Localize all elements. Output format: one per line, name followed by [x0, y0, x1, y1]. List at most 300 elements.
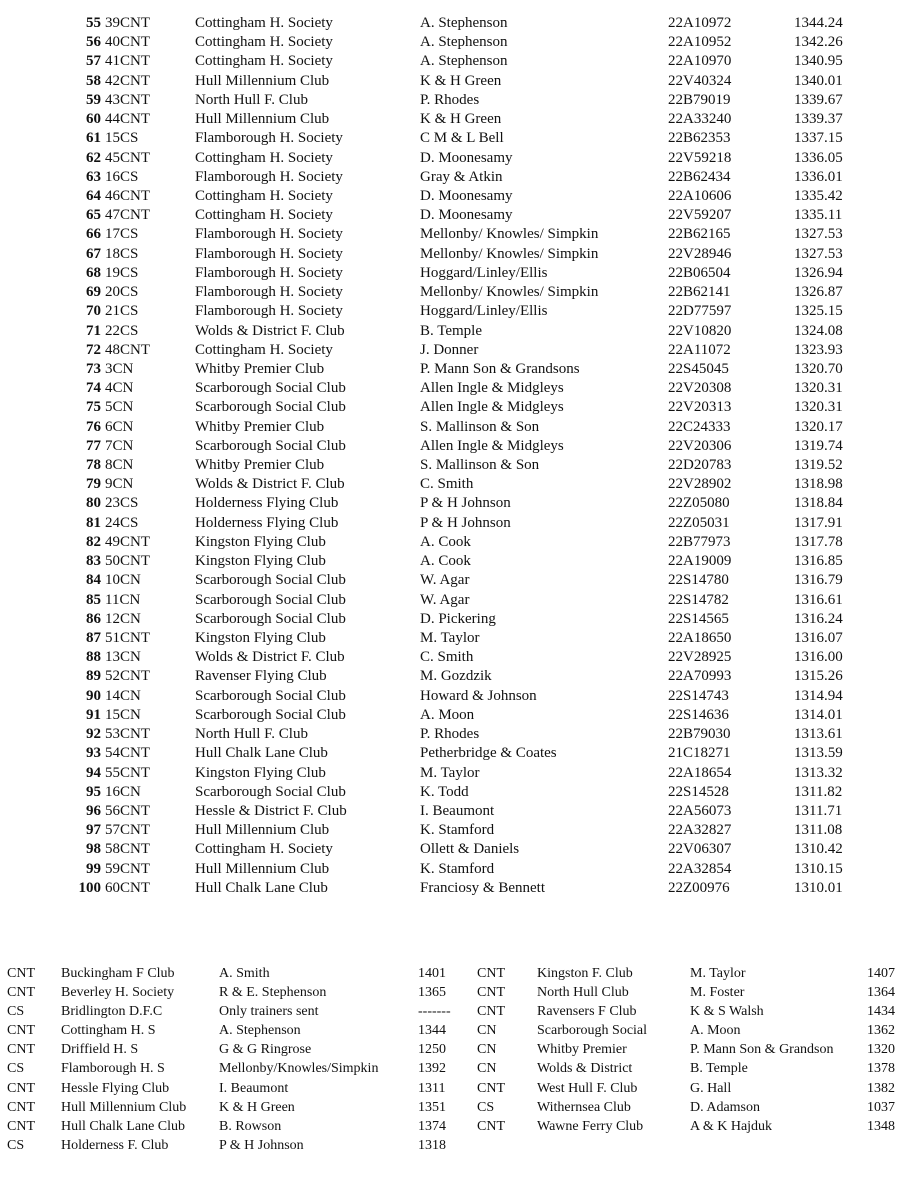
- ring-number-cell: 22V40324: [668, 72, 732, 89]
- section-code-cell: 20CS: [105, 284, 139, 301]
- club-cell: Ravenser Flying Club: [195, 668, 327, 685]
- ring-number-cell: 22S14636: [668, 706, 729, 723]
- summary-left-value-cell: 1344: [418, 1023, 446, 1039]
- ring-number-cell: 22A56073: [668, 802, 732, 819]
- club-cell: Scarborough Social Club: [195, 706, 346, 723]
- ring-number-cell: 22A10972: [668, 15, 732, 31]
- owner-cell: Hoggard/Linley/Ellis: [420, 303, 548, 320]
- position-cell: 61: [86, 130, 101, 147]
- position-cell: 73: [86, 360, 101, 377]
- section-code-cell: 51CNT: [105, 630, 150, 646]
- summary-left-section-cell: CNT: [7, 985, 35, 1001]
- section-code-cell: 11CN: [105, 591, 141, 608]
- position-cell: 67: [86, 245, 101, 262]
- result-row: [0, 744, 919, 763]
- ring-number-cell: 22A10952: [668, 34, 732, 51]
- section-code-cell: 5CN: [105, 399, 134, 416]
- result-row: [0, 706, 919, 725]
- result-row: [0, 91, 919, 110]
- owner-cell: W. Agar: [420, 591, 470, 608]
- velocity-cell: 1316.85: [794, 553, 843, 570]
- velocity-cell: 1318.98: [794, 476, 843, 493]
- summary-left-name-cell: Mellonby/Knowles/Simpkin: [219, 1061, 379, 1077]
- section-code-cell: 23CS: [105, 495, 139, 512]
- velocity-cell: 1316.24: [794, 610, 843, 627]
- section-code-cell: 50CNT: [105, 553, 150, 570]
- position-cell: 57: [86, 53, 101, 70]
- result-row: [0, 72, 919, 91]
- position-cell: 98: [86, 841, 101, 858]
- club-cell: Scarborough Social Club: [195, 437, 346, 454]
- owner-cell: P. Mann Son & Grandsons: [420, 360, 580, 377]
- ring-number-cell: 21C18271: [668, 745, 731, 762]
- section-code-cell: 55CNT: [105, 764, 150, 781]
- club-cell: Wolds & District F. Club: [195, 649, 345, 666]
- summary-left-section-cell: CNT: [7, 966, 35, 981]
- position-cell: 82: [86, 533, 101, 550]
- summary-right-name-cell: D. Adamson: [690, 1099, 760, 1115]
- ring-number-cell: 22S14565: [668, 610, 729, 627]
- owner-cell: P. Rhodes: [420, 91, 480, 108]
- club-cell: Hull Millennium Club: [195, 822, 330, 839]
- owner-cell: Franciosy & Bennett: [420, 879, 545, 896]
- result-row: [0, 398, 919, 417]
- position-cell: 96: [86, 802, 101, 819]
- velocity-cell: 1339.37: [794, 111, 843, 128]
- summary-right-section-cell: CN: [477, 1061, 497, 1077]
- club-cell: Scarborough Social Club: [195, 591, 346, 608]
- velocity-cell: 1335.11: [794, 207, 843, 224]
- club-cell: Hull Millennium Club: [195, 860, 330, 877]
- section-code-cell: 40CNT: [105, 34, 150, 51]
- velocity-cell: 1311.08: [794, 822, 843, 839]
- ring-number-cell: 22Z00976: [668, 879, 730, 896]
- position-cell: 75: [86, 399, 101, 416]
- result-row: [0, 610, 919, 629]
- ring-number-cell: 22B62165: [668, 226, 731, 243]
- velocity-cell: 1316.61: [794, 591, 843, 608]
- summary-right-value-cell: 1382: [867, 1080, 895, 1096]
- result-row: [0, 571, 919, 590]
- owner-cell: I. Beaumont: [420, 802, 495, 819]
- owner-cell: K. Stamford: [420, 860, 495, 877]
- position-cell: 59: [86, 91, 101, 108]
- result-row: [0, 129, 919, 148]
- summary-right-name-cell: M. Foster: [690, 985, 745, 1001]
- club-cell: Scarborough Social Club: [195, 783, 346, 800]
- summary-right-value-cell: 1378: [867, 1061, 895, 1077]
- ring-number-cell: 22V20306: [668, 437, 732, 454]
- owner-cell: Mellonby/ Knowles/ Simpkin: [420, 284, 599, 301]
- summary-left-section-cell: CNT: [7, 1080, 35, 1096]
- summary-right-value-cell: 1348: [867, 1118, 895, 1134]
- velocity-cell: 1336.05: [794, 149, 843, 166]
- owner-cell: D. Pickering: [420, 610, 496, 627]
- section-code-cell: 21CS: [105, 303, 139, 320]
- summary-right-club-cell: Wolds & District: [537, 1061, 633, 1077]
- result-row: [0, 437, 919, 456]
- summary-left-value-cell: 1250: [418, 1042, 446, 1058]
- result-row: [0, 533, 919, 552]
- summary-right-name-cell: P. Mann Son & Grandson: [690, 1042, 834, 1058]
- club-cell: North Hull F. Club: [195, 91, 308, 108]
- position-cell: 64: [86, 187, 101, 204]
- velocity-cell: 1310.42: [794, 841, 843, 858]
- velocity-cell: 1316.79: [794, 572, 843, 589]
- owner-cell: A. Cook: [420, 553, 471, 570]
- section-code-cell: 10CN: [105, 572, 141, 589]
- position-cell: 58: [86, 72, 101, 89]
- club-cell: Whitby Premier Club: [195, 360, 325, 377]
- result-row: [0, 802, 919, 821]
- section-code-cell: 52CNT: [105, 668, 150, 685]
- ring-number-cell: 22A32854: [668, 860, 732, 877]
- velocity-cell: 1316.00: [794, 649, 843, 666]
- position-cell: 71: [86, 322, 101, 339]
- club-cell: Scarborough Social Club: [195, 399, 346, 416]
- result-row: [0, 494, 919, 513]
- summary-right-club-cell: West Hull F. Club: [537, 1080, 638, 1096]
- velocity-cell: 1313.32: [794, 764, 843, 781]
- velocity-cell: 1325.15: [794, 303, 843, 320]
- section-code-cell: 15CN: [105, 706, 141, 723]
- club-cell: Cottingham H. Society: [195, 841, 333, 858]
- owner-cell: Mellonby/ Knowles/ Simpkin: [420, 245, 599, 262]
- summary-left-name-cell: P & H Johnson: [219, 1137, 304, 1153]
- summary-left-value-cell: 1311: [418, 1080, 446, 1096]
- ring-number-cell: 22A10970: [668, 53, 732, 70]
- summary-right-section-cell: CNT: [477, 1080, 505, 1096]
- summary-row: [0, 1117, 919, 1136]
- summary-left-section-cell: CNT: [7, 1099, 35, 1115]
- owner-cell: P & H Johnson: [420, 495, 511, 512]
- summary-left-section-cell: CNT: [7, 1118, 35, 1134]
- velocity-cell: 1320.31: [794, 399, 843, 416]
- result-row: [0, 341, 919, 360]
- position-cell: 92: [86, 726, 101, 743]
- section-code-cell: 54CNT: [105, 745, 150, 762]
- velocity-cell: 1315.26: [794, 668, 843, 685]
- summary-left-club-cell: Flamborough H. S: [61, 1061, 165, 1077]
- velocity-cell: 1340.01: [794, 72, 843, 89]
- summary-right-name-cell: A. Moon: [690, 1023, 741, 1039]
- owner-cell: P & H Johnson: [420, 514, 511, 531]
- club-cell: Cottingham H. Society: [195, 34, 333, 51]
- summary-right-club-cell: Ravensers F Club: [537, 1004, 637, 1020]
- owner-cell: W. Agar: [420, 572, 470, 589]
- summary-left-club-cell: Holderness F. Club: [61, 1137, 169, 1153]
- club-cell: Hessle & District F. Club: [195, 802, 347, 819]
- result-row: [0, 418, 919, 437]
- velocity-cell: 1317.78: [794, 533, 843, 550]
- section-code-cell: 57CNT: [105, 822, 150, 839]
- ring-number-cell: 22V28925: [668, 649, 732, 666]
- ring-number-cell: 22A19009: [668, 553, 732, 570]
- owner-cell: Allen Ingle & Midgleys: [420, 437, 564, 454]
- owner-cell: S. Mallinson & Son: [420, 418, 540, 435]
- velocity-cell: 1314.01: [794, 706, 843, 723]
- summary-right-section-cell: CNT: [477, 966, 505, 981]
- owner-cell: C. Smith: [420, 476, 474, 493]
- ring-number-cell: 22A32827: [668, 822, 732, 839]
- ring-number-cell: 22B62141: [668, 284, 731, 301]
- owner-cell: S. Mallinson & Son: [420, 457, 540, 474]
- velocity-cell: 1319.52: [794, 457, 843, 474]
- summary-right-club-cell: North Hull Club: [537, 985, 629, 1001]
- summary-left-value-cell: 1318: [418, 1137, 446, 1153]
- club-cell: North Hull F. Club: [195, 726, 308, 743]
- position-cell: 74: [86, 380, 101, 397]
- velocity-cell: 1327.53: [794, 226, 843, 243]
- position-cell: 100: [78, 879, 101, 896]
- summary-left-value-cell: 1365: [418, 985, 446, 1001]
- summary-left-club-cell: Cottingham H. S: [61, 1023, 156, 1039]
- result-row: [0, 149, 919, 168]
- summary-row: [0, 964, 919, 983]
- velocity-cell: 1320.17: [794, 418, 843, 435]
- summary-right-section-cell: CNT: [477, 1118, 505, 1134]
- section-code-cell: 24CS: [105, 514, 139, 531]
- section-code-cell: 22CS: [105, 322, 139, 339]
- summary-left-section-cell: CS: [7, 1137, 25, 1153]
- club-cell: Holderness Flying Club: [195, 495, 339, 512]
- result-row: [0, 860, 919, 879]
- result-row: [0, 475, 919, 494]
- position-cell: 93: [86, 745, 101, 762]
- result-row: [0, 629, 919, 648]
- summary-row: [0, 983, 919, 1002]
- ring-number-cell: 22B79030: [668, 726, 731, 743]
- summary-right-name-cell: M. Taylor: [690, 966, 746, 981]
- position-cell: 62: [86, 149, 101, 166]
- velocity-cell: 1310.15: [794, 860, 843, 877]
- velocity-cell: 1340.95: [794, 53, 843, 70]
- ring-number-cell: 22B06504: [668, 264, 731, 281]
- summary-left-name-cell: K & H Green: [219, 1099, 295, 1115]
- ring-number-cell: 22D20783: [668, 457, 732, 474]
- position-cell: 72: [86, 341, 101, 358]
- summary-row: [0, 1098, 919, 1117]
- section-code-cell: 8CN: [105, 457, 134, 474]
- owner-cell: A. Stephenson: [420, 15, 508, 31]
- position-cell: 60: [86, 111, 101, 128]
- velocity-cell: 1326.87: [794, 284, 843, 301]
- result-row: [0, 552, 919, 571]
- section-code-cell: 4CN: [105, 380, 134, 397]
- club-cell: Flamborough H. Society: [195, 284, 343, 301]
- ring-number-cell: 22B62353: [668, 130, 731, 147]
- ring-number-cell: 22D77597: [668, 303, 732, 320]
- club-cell: Hull Chalk Lane Club: [195, 745, 328, 762]
- result-row: [0, 667, 919, 686]
- owner-cell: Howard & Johnson: [420, 687, 537, 704]
- result-row: [0, 33, 919, 52]
- owner-cell: B. Temple: [420, 322, 482, 339]
- club-cell: Flamborough H. Society: [195, 245, 343, 262]
- ring-number-cell: 22A11072: [668, 341, 731, 358]
- section-code-cell: 43CNT: [105, 91, 150, 108]
- velocity-cell: 1311.82: [794, 783, 843, 800]
- owner-cell: D. Moonesamy: [420, 207, 513, 224]
- owner-cell: D. Moonesamy: [420, 149, 513, 166]
- club-cell: Cottingham H. Society: [195, 15, 333, 31]
- position-cell: 88: [86, 649, 101, 666]
- result-row: [0, 379, 919, 398]
- velocity-cell: 1324.08: [794, 322, 843, 339]
- position-cell: 94: [86, 764, 101, 781]
- section-code-cell: 39CNT: [105, 15, 150, 31]
- section-code-cell: 9CN: [105, 476, 134, 493]
- owner-cell: K & H Green: [420, 111, 502, 128]
- section-code-cell: 53CNT: [105, 726, 150, 743]
- result-row: [0, 360, 919, 379]
- position-cell: 99: [86, 860, 101, 877]
- velocity-cell: 1339.67: [794, 91, 843, 108]
- summary-left-club-cell: Bridlington D.F.C: [61, 1004, 163, 1020]
- summary-left-section-cell: CS: [7, 1004, 25, 1020]
- velocity-cell: 1313.61: [794, 726, 843, 743]
- club-cell: Whitby Premier Club: [195, 418, 325, 435]
- velocity-cell: 1326.94: [794, 264, 843, 281]
- summary-left-value-cell: -------: [418, 1004, 451, 1020]
- summary-left-club-cell: Driffield H. S: [61, 1042, 139, 1058]
- position-cell: 56: [86, 34, 101, 51]
- owner-cell: Mellonby/ Knowles/ Simpkin: [420, 226, 599, 243]
- summary-right-section-cell: CN: [477, 1042, 497, 1058]
- position-cell: 68: [86, 264, 101, 281]
- result-row: [0, 187, 919, 206]
- club-cell: Hull Chalk Lane Club: [195, 879, 328, 896]
- velocity-cell: 1327.53: [794, 245, 843, 262]
- ring-number-cell: 22C24333: [668, 418, 731, 435]
- summary-right-club-cell: Whitby Premier: [537, 1042, 627, 1058]
- section-code-cell: 58CNT: [105, 841, 150, 858]
- result-row: [0, 14, 919, 33]
- summary-left-club-cell: Hessle Flying Club: [61, 1080, 170, 1096]
- velocity-cell: 1337.15: [794, 130, 843, 147]
- club-cell: Flamborough H. Society: [195, 264, 343, 281]
- result-row: [0, 840, 919, 859]
- owner-cell: Allen Ingle & Midgleys: [420, 380, 564, 397]
- velocity-cell: 1336.01: [794, 168, 843, 185]
- owner-cell: D. Moonesamy: [420, 187, 513, 204]
- section-code-cell: 59CNT: [105, 860, 150, 877]
- ring-number-cell: 22A18650: [668, 630, 732, 646]
- result-row: [0, 110, 919, 129]
- summary-left-name-cell: I. Beaumont: [219, 1080, 289, 1096]
- position-cell: 76: [86, 418, 101, 435]
- summary-row: [0, 1136, 919, 1155]
- section-code-cell: 41CNT: [105, 53, 150, 70]
- club-cell: Wolds & District F. Club: [195, 322, 345, 339]
- club-cell: Flamborough H. Society: [195, 168, 343, 185]
- owner-cell: C. Smith: [420, 649, 474, 666]
- velocity-cell: 1344.24: [794, 15, 843, 31]
- velocity-cell: 1310.01: [794, 879, 843, 896]
- summary-right-value-cell: 1362: [867, 1023, 895, 1039]
- velocity-cell: 1342.26: [794, 34, 843, 51]
- section-code-cell: 44CNT: [105, 111, 150, 128]
- summary-right-section-cell: CN: [477, 1023, 497, 1039]
- result-row: [0, 264, 919, 283]
- position-cell: 66: [86, 226, 101, 243]
- ring-number-cell: 22B62434: [668, 168, 731, 185]
- result-row: [0, 322, 919, 341]
- summary-left-club-cell: Beverley H. Society: [61, 985, 175, 1001]
- velocity-cell: 1316.07: [794, 630, 843, 646]
- section-code-cell: 14CN: [105, 687, 141, 704]
- owner-cell: K & H Green: [420, 72, 502, 89]
- ring-number-cell: 22S14528: [668, 783, 729, 800]
- position-cell: 95: [86, 783, 101, 800]
- position-cell: 85: [86, 591, 101, 608]
- section-code-cell: 56CNT: [105, 802, 150, 819]
- owner-cell: A. Moon: [420, 706, 475, 723]
- ring-number-cell: 22Z05080: [668, 495, 730, 512]
- section-code-cell: 13CN: [105, 649, 141, 666]
- summary-left-name-cell: Only trainers sent: [219, 1004, 319, 1020]
- club-cell: Holderness Flying Club: [195, 514, 339, 531]
- club-cell: Scarborough Social Club: [195, 687, 346, 704]
- ring-number-cell: 22V59207: [668, 207, 732, 224]
- summary-left-section-cell: CNT: [7, 1042, 35, 1058]
- result-row: [0, 687, 919, 706]
- velocity-cell: 1323.93: [794, 341, 843, 358]
- section-code-cell: 42CNT: [105, 72, 150, 89]
- section-code-cell: 16CN: [105, 783, 141, 800]
- summary-right-club-cell: Kingston F. Club: [537, 966, 633, 981]
- owner-cell: M. Taylor: [420, 630, 480, 646]
- summary-left-name-cell: G & G Ringrose: [219, 1042, 312, 1058]
- club-cell: Cottingham H. Society: [195, 53, 333, 70]
- club-cell: Wolds & District F. Club: [195, 476, 345, 493]
- section-code-cell: 17CS: [105, 226, 139, 243]
- position-cell: 80: [86, 495, 101, 512]
- summary-left-section-cell: CS: [7, 1061, 25, 1077]
- owner-cell: K. Todd: [420, 783, 469, 800]
- ring-number-cell: 22S14782: [668, 591, 729, 608]
- summary-right-section-cell: CNT: [477, 1004, 505, 1020]
- position-cell: 55: [86, 15, 101, 31]
- summary-row: [0, 1040, 919, 1059]
- summary-right-value-cell: 1407: [867, 966, 895, 981]
- position-cell: 97: [86, 822, 101, 839]
- club-cell: Hull Millennium Club: [195, 72, 330, 89]
- owner-cell: Hoggard/Linley/Ellis: [420, 264, 548, 281]
- section-code-cell: 15CS: [105, 130, 139, 147]
- ring-number-cell: 22V10820: [668, 322, 732, 339]
- velocity-cell: 1335.42: [794, 187, 843, 204]
- owner-cell: K. Stamford: [420, 822, 495, 839]
- owner-cell: C M & L Bell: [420, 130, 504, 147]
- club-cell: Cottingham H. Society: [195, 149, 333, 166]
- section-code-cell: 18CS: [105, 245, 139, 262]
- position-cell: 77: [86, 437, 101, 454]
- club-summary-table: [0, 964, 919, 1155]
- section-code-cell: 48CNT: [105, 341, 150, 358]
- summary-left-name-cell: A. Smith: [219, 966, 270, 981]
- velocity-cell: 1320.31: [794, 380, 843, 397]
- summary-right-value-cell: 1320: [867, 1042, 895, 1058]
- section-code-cell: 60CNT: [105, 879, 150, 896]
- summary-left-value-cell: 1351: [418, 1099, 446, 1115]
- section-code-cell: 49CNT: [105, 533, 150, 550]
- ring-number-cell: 22B77973: [668, 533, 731, 550]
- club-cell: Cottingham H. Society: [195, 341, 333, 358]
- summary-left-club-cell: Hull Millennium Club: [61, 1099, 187, 1115]
- result-row: [0, 456, 919, 475]
- summary-left-club-cell: Hull Chalk Lane Club: [61, 1118, 186, 1134]
